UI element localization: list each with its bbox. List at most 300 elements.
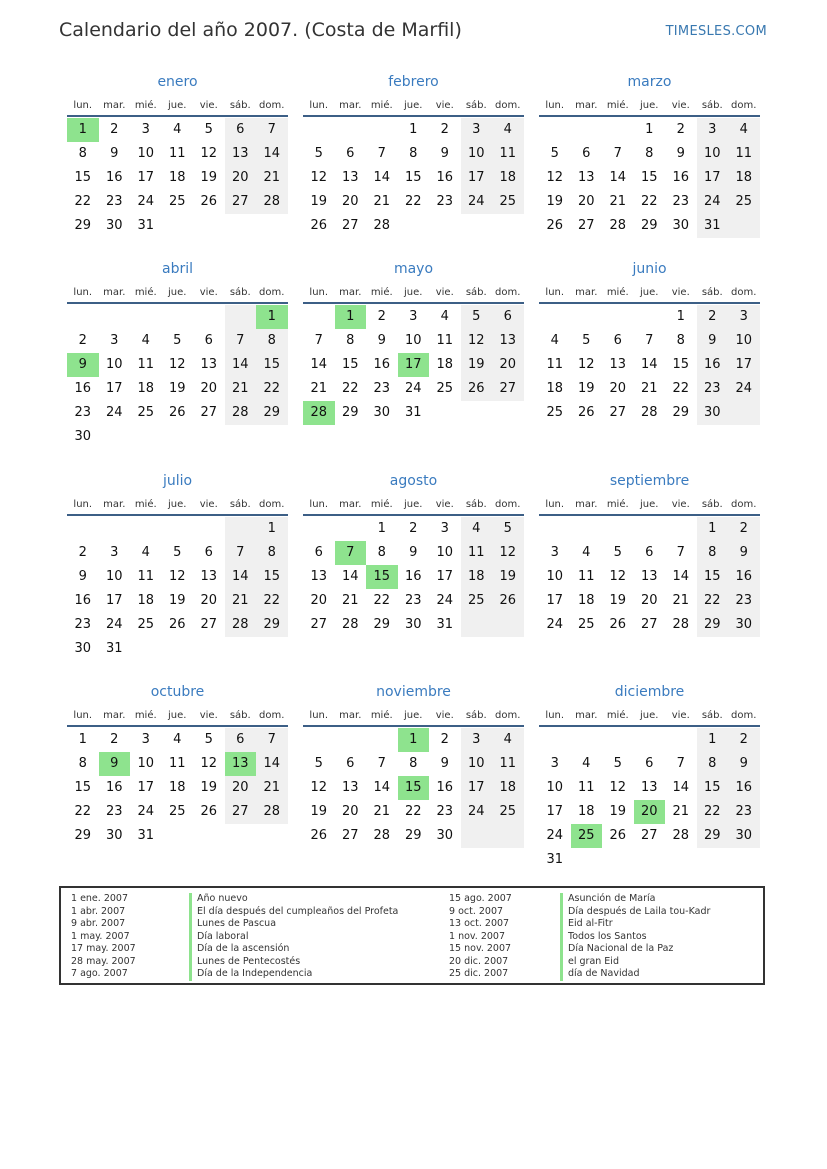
day-cell: 24 xyxy=(728,377,760,401)
empty-cell xyxy=(193,305,225,329)
day-cell: 5 xyxy=(173,333,182,348)
day-cell: 13 xyxy=(225,142,257,166)
holiday-legend xyxy=(59,886,765,985)
month-mayo xyxy=(303,259,524,425)
empty-cell xyxy=(461,613,493,637)
day-cell: 21 xyxy=(373,194,391,209)
day-cell: 22 xyxy=(404,804,422,819)
day-cell: 11 xyxy=(577,780,595,795)
day-cell: 8 xyxy=(256,541,288,565)
empty-cell xyxy=(303,305,335,329)
legend-right-dates xyxy=(449,893,512,981)
day-cell: 2 xyxy=(110,732,119,747)
month-title: agosto xyxy=(389,473,438,489)
day-cell: 30 xyxy=(105,828,123,843)
day-cell: 24 xyxy=(546,828,564,843)
weekday-label: mar. xyxy=(339,286,362,298)
day-cell: 19 xyxy=(461,353,493,377)
day-cell: 22 xyxy=(74,194,92,209)
day-cell: 12 xyxy=(546,170,564,185)
weekday-label: dom. xyxy=(731,498,757,510)
day-cell: 19 xyxy=(310,804,328,819)
day-cell: 3 xyxy=(697,118,729,142)
weekday-label: mar. xyxy=(103,709,126,721)
weekday-header xyxy=(67,95,288,117)
empty-cell xyxy=(67,305,99,329)
day-cell: 18 xyxy=(461,565,493,589)
day-cell: 2 xyxy=(728,517,760,541)
day-cell: 22 xyxy=(256,589,288,613)
weekday-label: mar. xyxy=(575,286,598,298)
weekday-label: mar. xyxy=(103,99,126,111)
day-cell: 29 xyxy=(74,218,92,233)
day-cell: 20 xyxy=(492,353,524,377)
empty-cell xyxy=(634,517,666,541)
day-cell: 11 xyxy=(546,357,564,372)
empty-cell xyxy=(162,824,194,848)
empty-cell xyxy=(67,517,99,541)
day-cell: 17 xyxy=(398,353,430,377)
day-cell: 10 xyxy=(436,545,454,560)
day-cell: 25 xyxy=(546,405,564,420)
day-cell: 31 xyxy=(697,214,729,238)
day-grid xyxy=(303,517,524,637)
day-cell: 11 xyxy=(137,569,155,584)
day-cell: 6 xyxy=(613,333,622,348)
day-grid xyxy=(539,118,760,238)
day-cell: 4 xyxy=(582,756,591,771)
legend-date: 20 dic. 2007 xyxy=(449,955,509,967)
day-cell: 6 xyxy=(204,545,213,560)
weekday-header xyxy=(303,494,524,516)
day-cell: 25 xyxy=(728,190,760,214)
weekday-label: vie. xyxy=(435,709,454,721)
day-cell: 11 xyxy=(168,146,186,161)
weekday-label: vie. xyxy=(199,709,218,721)
empty-cell xyxy=(728,401,760,425)
legend-date: 1 nov. 2007 xyxy=(449,930,505,942)
day-cell: 2 xyxy=(78,333,87,348)
day-cell: 28 xyxy=(225,401,257,425)
legend-date: 1 may. 2007 xyxy=(71,930,130,942)
weekday-label: mar. xyxy=(103,286,126,298)
empty-cell xyxy=(193,214,225,238)
empty-cell xyxy=(665,848,697,872)
day-cell: 11 xyxy=(137,357,155,372)
day-cell: 17 xyxy=(137,170,155,185)
weekday-label: jue. xyxy=(640,709,659,721)
empty-cell xyxy=(602,848,634,872)
empty-cell xyxy=(303,517,335,541)
weekday-header xyxy=(303,95,524,117)
day-cell: 12 xyxy=(461,329,493,353)
day-cell: 9 xyxy=(697,329,729,353)
day-cell: 4 xyxy=(461,517,493,541)
day-cell: 16 xyxy=(436,780,454,795)
day-cell: 22 xyxy=(74,804,92,819)
day-cell: 3 xyxy=(728,305,760,329)
day-cell: 25 xyxy=(436,381,454,396)
day-cell: 26 xyxy=(310,828,328,843)
month-agosto xyxy=(303,471,524,637)
day-cell: 24 xyxy=(105,405,123,420)
day-cell: 1 xyxy=(78,732,87,747)
day-cell: 5 xyxy=(550,146,559,161)
day-cell: 12 xyxy=(168,357,186,372)
day-cell: 16 xyxy=(74,593,92,608)
weekday-label: dom. xyxy=(495,99,521,111)
day-cell: 14 xyxy=(609,170,627,185)
day-cell: 13 xyxy=(341,170,359,185)
month-title: enero xyxy=(157,74,198,90)
weekday-header xyxy=(303,705,524,727)
day-cell: 23 xyxy=(697,377,729,401)
day-cell: 4 xyxy=(728,118,760,142)
day-cell: 20 xyxy=(200,593,218,608)
month-title: mayo xyxy=(393,261,434,277)
day-cell: 15 xyxy=(640,170,658,185)
day-cell: 3 xyxy=(550,756,559,771)
day-cell: 22 xyxy=(697,589,729,613)
empty-cell xyxy=(539,118,571,142)
month-septiembre xyxy=(539,471,760,637)
month-title: abril xyxy=(161,261,193,277)
empty-cell xyxy=(461,401,493,425)
day-cell: 26 xyxy=(492,589,524,613)
day-cell: 3 xyxy=(110,333,119,348)
empty-cell xyxy=(225,824,257,848)
weekday-label: jue. xyxy=(640,498,659,510)
day-cell: 31 xyxy=(436,617,454,632)
day-cell: 1 xyxy=(67,118,99,142)
day-cell: 24 xyxy=(697,190,729,214)
legend-left-names xyxy=(189,893,398,981)
empty-cell xyxy=(366,118,398,142)
day-cell: 27 xyxy=(492,377,524,401)
day-cell: 13 xyxy=(640,780,658,795)
day-cell: 25 xyxy=(571,824,603,848)
day-cell: 29 xyxy=(672,405,690,420)
day-cell: 14 xyxy=(256,752,288,776)
day-cell: 10 xyxy=(137,756,155,771)
day-cell: 9 xyxy=(99,752,131,776)
day-cell: 25 xyxy=(137,617,155,632)
day-cell: 18 xyxy=(492,166,524,190)
weekday-label: sáb. xyxy=(701,99,723,111)
day-cell: 28 xyxy=(672,828,690,843)
day-cell: 26 xyxy=(168,617,186,632)
day-cell: 31 xyxy=(546,852,564,867)
day-cell: 21 xyxy=(341,593,359,608)
legend-date: 17 may. 2007 xyxy=(71,943,136,954)
day-cell: 20 xyxy=(200,381,218,396)
day-cell: 7 xyxy=(225,329,257,353)
day-cell: 9 xyxy=(110,146,119,161)
day-cell: 22 xyxy=(373,593,391,608)
day-cell: 5 xyxy=(314,146,323,161)
day-cell: 27 xyxy=(609,405,627,420)
day-cell: 18 xyxy=(546,381,564,396)
weekday-label: lun. xyxy=(73,709,93,721)
day-cell: 30 xyxy=(728,824,760,848)
day-cell: 6 xyxy=(225,728,257,752)
day-cell: 26 xyxy=(577,405,595,420)
legend-name: el gran Eid xyxy=(568,955,619,967)
day-cell: 8 xyxy=(78,756,87,771)
day-cell: 16 xyxy=(436,170,454,185)
legend-name: Lunes de Pentecostés xyxy=(197,955,301,967)
day-cell: 12 xyxy=(168,569,186,584)
weekday-label: sáb. xyxy=(465,286,487,298)
day-cell: 15 xyxy=(366,565,398,589)
empty-cell xyxy=(429,401,461,425)
day-cell: 8 xyxy=(697,541,729,565)
day-cell: 6 xyxy=(346,756,355,771)
day-cell: 2 xyxy=(676,122,685,137)
weekday-label: vie. xyxy=(435,99,454,111)
empty-cell xyxy=(99,305,131,329)
empty-cell xyxy=(602,728,634,752)
day-cell: 20 xyxy=(341,804,359,819)
legend-date: 15 ago. 2007 xyxy=(449,893,512,904)
day-cell: 22 xyxy=(256,377,288,401)
weekday-label: lun. xyxy=(73,99,93,111)
day-cell: 30 xyxy=(697,401,729,425)
weekday-label: dom. xyxy=(731,709,757,721)
legend-name: Día Nacional de la Paz xyxy=(568,943,674,954)
day-cell: 18 xyxy=(137,381,155,396)
day-cell: 17 xyxy=(546,804,564,819)
empty-cell xyxy=(162,637,194,661)
empty-cell xyxy=(634,848,666,872)
day-cell: 11 xyxy=(168,756,186,771)
legend-name: Lunes de Pascua xyxy=(197,918,277,929)
day-cell: 10 xyxy=(546,569,564,584)
day-cell: 10 xyxy=(137,146,155,161)
day-cell: 24 xyxy=(137,804,155,819)
day-cell: 8 xyxy=(676,333,685,348)
day-cell: 13 xyxy=(341,780,359,795)
day-cell: 31 xyxy=(137,218,155,233)
weekday-label: lun. xyxy=(545,709,565,721)
day-cell: 31 xyxy=(404,405,422,420)
day-grid xyxy=(67,118,288,238)
day-grid xyxy=(67,517,288,661)
day-cell: 14 xyxy=(672,780,690,795)
day-cell: 4 xyxy=(173,732,182,747)
day-cell: 1 xyxy=(697,728,729,752)
day-cell: 30 xyxy=(373,405,391,420)
day-cell: 14 xyxy=(225,353,257,377)
day-cell: 21 xyxy=(256,776,288,800)
day-cell: 10 xyxy=(546,780,564,795)
weekday-label: lun. xyxy=(545,498,565,510)
day-cell: 21 xyxy=(225,589,257,613)
day-grid xyxy=(303,728,524,848)
legend-right-names xyxy=(560,893,710,981)
day-cell: 17 xyxy=(137,780,155,795)
day-cell: 15 xyxy=(256,565,288,589)
day-cell: 11 xyxy=(577,569,595,584)
day-cell: 5 xyxy=(314,756,323,771)
legend-name: El día después del cumpleaños del Profeta xyxy=(197,905,399,917)
day-grid xyxy=(539,517,760,637)
weekday-label: sáb. xyxy=(701,286,723,298)
empty-cell xyxy=(303,118,335,142)
day-cell: 25 xyxy=(492,800,524,824)
day-cell: 7 xyxy=(225,541,257,565)
day-cell: 18 xyxy=(728,166,760,190)
month-title: octubre xyxy=(150,684,205,700)
day-cell: 4 xyxy=(141,545,150,560)
weekday-header xyxy=(539,95,760,117)
weekday-label: mié. xyxy=(370,99,393,111)
weekday-label: vie. xyxy=(199,286,218,298)
month-octubre xyxy=(67,682,288,848)
day-cell: 18 xyxy=(168,780,186,795)
day-cell: 15 xyxy=(74,170,92,185)
day-cell: 6 xyxy=(346,146,355,161)
day-cell: 27 xyxy=(640,617,658,632)
day-cell: 19 xyxy=(200,780,218,795)
empty-cell xyxy=(571,305,603,329)
day-cell: 15 xyxy=(404,170,422,185)
weekday-header xyxy=(539,494,760,516)
weekday-label: dom. xyxy=(259,99,285,111)
brand-link[interactable]: TIMESLES.COM xyxy=(665,24,767,39)
day-cell: 2 xyxy=(110,122,119,137)
empty-cell xyxy=(665,728,697,752)
day-cell: 9 xyxy=(728,752,760,776)
weekday-label: mié. xyxy=(370,709,393,721)
day-cell: 23 xyxy=(373,381,391,396)
day-cell: 9 xyxy=(78,569,87,584)
day-cell: 27 xyxy=(200,405,218,420)
day-cell: 10 xyxy=(697,142,729,166)
day-cell: 23 xyxy=(404,593,422,608)
day-cell: 20 xyxy=(225,776,257,800)
day-cell: 21 xyxy=(310,381,328,396)
weekday-label: dom. xyxy=(259,286,285,298)
weekday-label: jue. xyxy=(168,286,187,298)
empty-cell xyxy=(539,728,571,752)
day-cell: 14 xyxy=(310,357,328,372)
page-title: Calendario del año 2007. (Costa de Marfil) xyxy=(59,19,462,41)
day-cell: 14 xyxy=(672,569,690,584)
day-cell: 19 xyxy=(168,381,186,396)
day-cell: 15 xyxy=(672,357,690,372)
day-cell: 23 xyxy=(436,194,454,209)
day-cell: 8 xyxy=(409,146,418,161)
day-cell: 16 xyxy=(697,353,729,377)
day-cell: 14 xyxy=(640,357,658,372)
empty-cell xyxy=(335,728,367,752)
day-cell: 15 xyxy=(341,357,359,372)
empty-cell xyxy=(162,425,194,449)
empty-cell xyxy=(398,214,430,238)
day-cell: 2 xyxy=(409,521,418,536)
day-cell: 14 xyxy=(256,142,288,166)
weekday-label: jue. xyxy=(640,286,659,298)
day-cell: 19 xyxy=(492,565,524,589)
day-cell: 22 xyxy=(697,800,729,824)
day-cell: 26 xyxy=(310,218,328,233)
empty-cell xyxy=(634,305,666,329)
day-cell: 2 xyxy=(697,305,729,329)
day-cell: 25 xyxy=(577,617,595,632)
day-cell: 6 xyxy=(645,756,654,771)
month-noviembre xyxy=(303,682,524,848)
day-cell: 15 xyxy=(398,776,430,800)
weekday-label: mié. xyxy=(606,498,629,510)
day-cell: 5 xyxy=(204,122,213,137)
weekday-label: lun. xyxy=(309,286,329,298)
day-cell: 6 xyxy=(645,545,654,560)
day-cell: 24 xyxy=(105,617,123,632)
day-cell: 24 xyxy=(461,190,493,214)
weekday-label: mié. xyxy=(134,286,157,298)
empty-cell xyxy=(571,118,603,142)
day-cell: 13 xyxy=(310,569,328,584)
day-cell: 8 xyxy=(409,756,418,771)
day-cell: 29 xyxy=(373,617,391,632)
day-cell: 3 xyxy=(141,122,150,137)
day-cell: 5 xyxy=(204,732,213,747)
day-cell: 30 xyxy=(728,613,760,637)
legend-name: Asunción de María xyxy=(568,893,656,904)
day-cell: 17 xyxy=(697,166,729,190)
day-cell: 12 xyxy=(577,357,595,372)
weekday-label: sáb. xyxy=(229,709,251,721)
day-cell: 6 xyxy=(582,146,591,161)
weekday-header xyxy=(67,494,288,516)
day-cell: 16 xyxy=(672,170,690,185)
day-cell: 28 xyxy=(256,190,288,214)
weekday-label: dom. xyxy=(731,286,757,298)
month-febrero xyxy=(303,72,524,238)
day-cell: 29 xyxy=(341,405,359,420)
day-cell: 20 xyxy=(640,593,658,608)
day-cell: 28 xyxy=(672,617,690,632)
day-cell: 19 xyxy=(310,194,328,209)
day-cell: 28 xyxy=(373,218,391,233)
legend-name: Eid al-Fitr xyxy=(568,918,613,929)
day-cell: 5 xyxy=(613,545,622,560)
day-cell: 21 xyxy=(609,194,627,209)
weekday-label: jue. xyxy=(640,99,659,111)
weekday-label: lun. xyxy=(309,99,329,111)
day-cell: 7 xyxy=(256,728,288,752)
day-cell: 4 xyxy=(492,728,524,752)
empty-cell xyxy=(99,517,131,541)
weekday-label: sáb. xyxy=(229,286,251,298)
day-cell: 5 xyxy=(173,545,182,560)
weekday-label: dom. xyxy=(731,99,757,111)
legend-name: día de Navidad xyxy=(568,968,640,979)
day-cell: 17 xyxy=(105,593,123,608)
day-cell: 14 xyxy=(373,780,391,795)
empty-cell xyxy=(335,517,367,541)
day-cell: 23 xyxy=(728,589,760,613)
day-cell: 1 xyxy=(676,309,685,324)
day-cell: 16 xyxy=(105,780,123,795)
day-cell: 20 xyxy=(577,194,595,209)
empty-cell xyxy=(193,425,225,449)
month-title: julio xyxy=(162,473,193,489)
day-cell: 8 xyxy=(78,146,87,161)
day-cell: 17 xyxy=(546,593,564,608)
day-cell: 26 xyxy=(609,828,627,843)
